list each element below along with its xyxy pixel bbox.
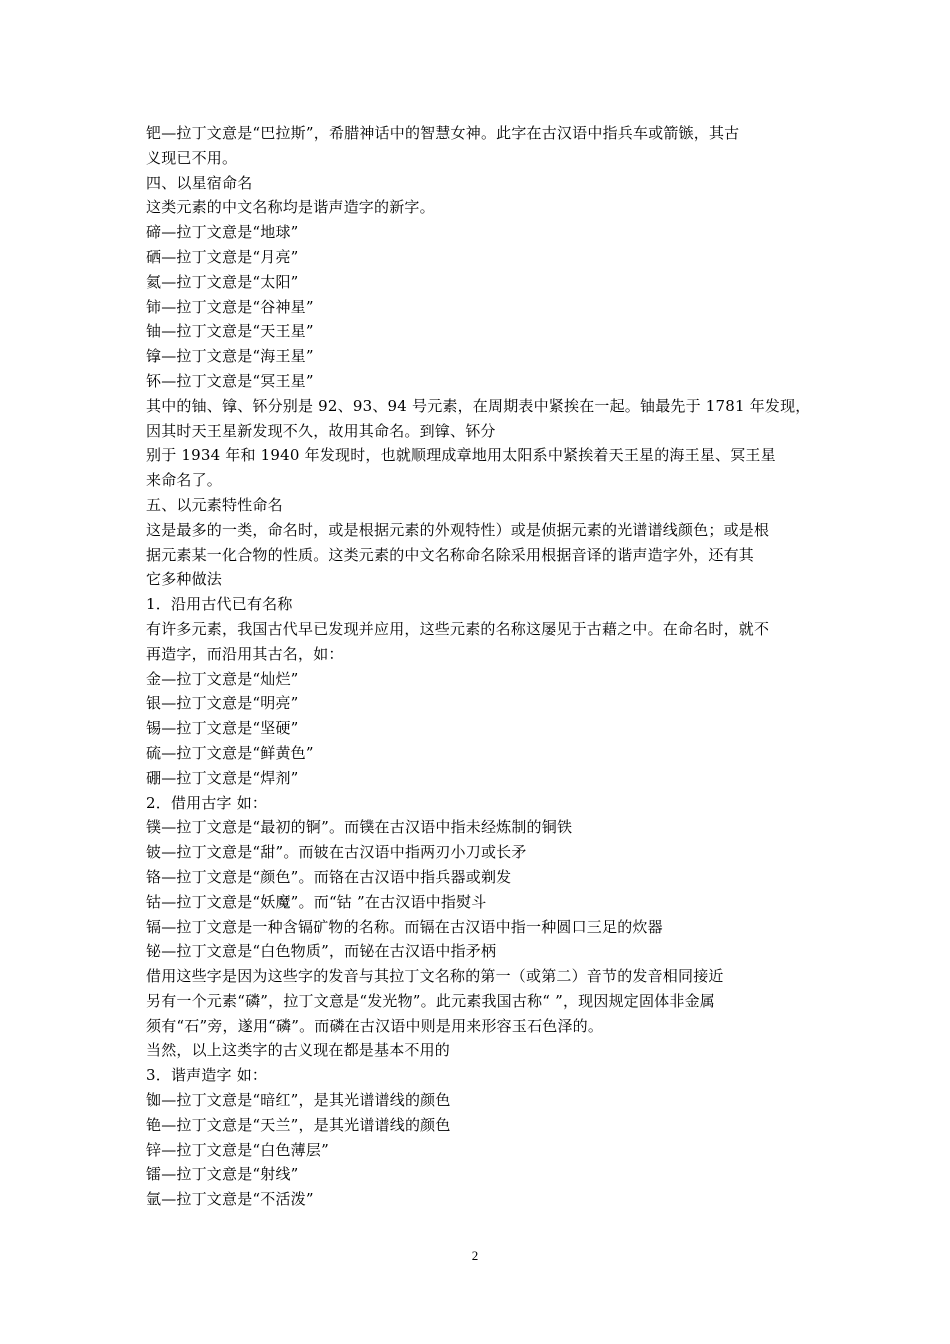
text-line: 钴—拉丁文意是“妖魔”。而“钴 ”在古汉语中指熨斗 [146,892,487,911]
text-line: 借用这些字是因为这些字的发音与其拉丁文名称的第一（或第二）音节的发音相同接近 [146,967,724,986]
text-line: 钯—拉丁文意是“巴拉斯”，希腊神话中的智慧女神。此字在古汉语中指兵车或箭镞，其古 [146,124,740,142]
text-line: 1．沿用古代已有名称 [146,595,293,614]
text-line: 碲—拉丁文意是“地球” [146,223,299,242]
text-line: 锌—拉丁文意是“白色薄层” [146,1140,329,1159]
text-line: 铀—拉丁文意是“天王星” [146,322,314,341]
text-line: 有许多元素，我国古代早已发现并应用，这些元素的名称这屡见于古藉之中。在命名时，就不 [146,619,770,638]
text-line: 铯—拉丁文意是“天兰”，是其光谱谱线的颜色 [146,1115,451,1134]
text-line: 镉—拉丁文意是一种含镉矿物的名称。而镉在古汉语中指一种圆口三足的炊器 [146,917,663,936]
text-line: 金—拉丁文意是“灿烂” [146,669,299,688]
text-line: 铍—拉丁文意是“甜”。而铍在古汉语中指两刃小刀或长矛 [146,843,527,862]
text-line: 四、以星宿命名 [146,173,253,192]
page-number: 2 [471,1248,479,1263]
text-line: 硼—拉丁文意是“焊剂” [146,768,299,787]
text-line: 别于 1934 年和 1940 年发现时，也就顺理成章地用太阳系中紧挨着天王星的海王星、冥王星 [146,446,776,465]
text-line: 这是最多的一类，命名时，或是根据元素的外观特性）或是侦据元素的光谱谱线颜色；或是根 [146,520,770,539]
text-line: 铈—拉丁文意是“谷神星” [146,297,314,316]
text-line: 须有“石”旁，遂用“磷”。而磷在古汉语中则是用来形容玉石色泽的。 [146,1016,604,1035]
text-line: 再造字，而沿用其古名，如： [146,644,344,663]
text-line: 当然，以上这类字的古义现在都是基本不用的 [146,1041,451,1060]
text-line: 它多种做法 [146,570,223,589]
text-line: 铋—拉丁文意是“白色物质”，而铋在古汉语中指矛柄 [146,942,497,961]
text-line: 氦—拉丁文意是“太阳” [146,272,299,291]
text-line: 义现已不用。 [146,148,238,167]
text-line: 来命名了。 [146,471,223,490]
text-line: 镎—拉丁文意是“海王星” [146,347,314,366]
text-line: 镤—拉丁文意是“最初的锕”。而镤在古汉语中指未经炼制的铜铁 [146,818,573,837]
text-line: 五、以元素特性命名 [146,495,283,514]
text-line: 2．借用古字 如： [146,793,268,812]
text-line: 铬—拉丁文意是“颜色”。而铬在古汉语中指兵器或剃发 [146,867,512,886]
text-line: 硫—拉丁文意是“鲜黄色” [146,743,314,762]
text-line: 这类元素的中文名称均是谐声造字的新字。 [146,198,435,217]
text-line: 另有一个元素“磷”，拉丁文意是“发光物”。此元素我国古称“ ”，现因规定固体非金属 [146,991,715,1010]
text-line: 铷—拉丁文意是“暗红”，是其光谱谱线的颜色 [146,1091,451,1110]
text-line: 氩—拉丁文意是“不活泼” [146,1190,314,1209]
text-line: 镭—拉丁文意是“射线” [146,1165,299,1184]
text-line: 钚—拉丁文意是“冥王星” [146,371,314,390]
text-line: 硒—拉丁文意是“月亮” [146,247,299,266]
text-line: 锡—拉丁文意是“坚硬” [146,719,299,738]
text-line: 据元素某一化合物的性质。这类元素的中文名称命名除采用根据音译的谐声造字外，还有其 [146,545,755,564]
document-body [146,121,810,1212]
text-line: 其中的铀、镎、钚分别是 92、93、94 号元素，在周期表中紧挨在一起。铀最先于 1781 年发现， [146,396,811,415]
text-line: 银—拉丁文意是“明亮” [146,694,299,713]
text-line: 因其时天王星新发现不久，故用其命名。到镎、钚分 [146,421,496,440]
text-line: 3．谐声造字 如： [146,1066,268,1085]
